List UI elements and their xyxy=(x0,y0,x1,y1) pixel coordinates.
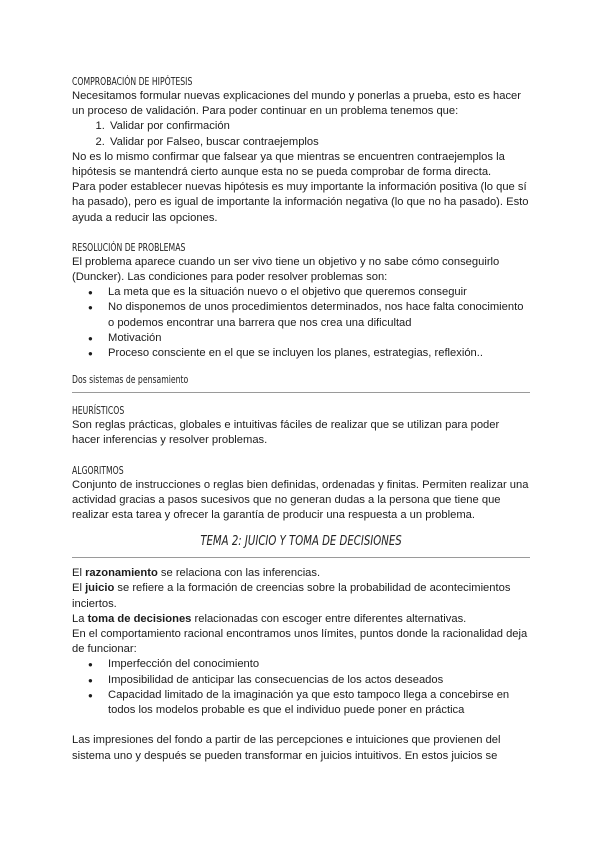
heading-algoritmos: ALGORITMOS xyxy=(72,463,124,477)
heading-dos-sistemas: Dos sistemas de pensamiento xyxy=(72,373,189,387)
paragraph-heuristicos: Son reglas prácticas, globales e intuitivas fáciles de realizar que se utilizan para poder hacer inferencias y resolver problemas. xyxy=(72,419,500,447)
conditions-list xyxy=(72,285,530,361)
validation-list xyxy=(72,119,530,149)
paragraph-intro-validacion: Necesitamos formular nuevas explicaciones del mundo y ponerlas a prueba, esto es hacer un proceso de validación. Para poder continuar en un problema tenemos que: xyxy=(72,90,521,118)
tema-title: TEMA 2: JUICIO Y TOMA DE DECISIONES xyxy=(200,534,402,550)
paragraph-toma-decisiones: La toma de decisiones relacionadas con escoger entre diferentes alternativas. xyxy=(72,612,467,625)
document-page xyxy=(72,74,530,764)
heading-heuristicos: HEURÍSTICOS xyxy=(72,404,125,418)
heading-resolucion: RESOLUCIÓN DE PROBLEMAS xyxy=(72,240,186,254)
list-item: ● Motivación xyxy=(108,331,530,346)
term-juicio: juicio xyxy=(85,582,115,595)
limits-list xyxy=(72,657,530,718)
list-item: 1. Validar por confirmación xyxy=(108,119,530,134)
paragraph-algoritmos: Conjunto de instrucciones o reglas bien definidas, ordenadas y finitas. Permiten realizar una actividad gracias a pasos sucesivos que no generan dudas a la persona que tiene que realizar esta tarea y ofrecer la garantía de producir una respuesta a un problema. xyxy=(72,478,529,522)
list-item: ● La meta que es la situación nuevo o el objetivo que queremos conseguir xyxy=(108,285,530,300)
list-item: ● Proceso consciente en el que se incluyen los planes, estrategias, reflexión.. xyxy=(108,346,530,361)
paragraph-razonamiento: El razonamiento se relaciona con las inferencias. xyxy=(72,567,321,580)
list-item: ● Imperfección del conocimiento xyxy=(108,657,530,672)
term-toma-de-decisiones: toma de decisiones xyxy=(87,612,192,625)
list-item: ● No disponemos de unos procedimientos determinados, nos hace falta conocimiento o podemos encontrar una barrera que nos crea una dificultad xyxy=(108,300,530,330)
paragraph-confirmar-falsear: No es lo mismo confirmar que falsear ya que mientras se encuentren contraejemplos la hipótesis se mantendrá cierto aunque esta no se pueda comprobar de forma directa. xyxy=(72,150,505,179)
heading-comprobacion: COMPROBACIÓN DE HIPÓTESIS xyxy=(72,75,193,88)
list-item: 2. Validar por Falseo, buscar contraejemplos xyxy=(108,135,530,150)
term-razonamiento: razonamiento xyxy=(85,567,158,580)
list-item: ● Imposibilidad de anticipar las consecuencias de los actos deseados xyxy=(108,673,530,688)
paragraph-limites: En el comportamiento racional encontramos unos límites, puntos donde la racionalidad deja de funcionar: xyxy=(72,628,528,656)
paragraph-juicio: El juicio se refiere a la formación de creencias sobre la probabilidad de acontecimientos inciertos. xyxy=(72,582,511,610)
list-item: ● Capacidad limitado de la imaginación ya que esto tampoco llega a concebirse en todos los modelos probable es que el individuo puede poner en práctica xyxy=(108,688,530,718)
paragraph-impresiones: Las impresiones del fondo a partir de las percepciones e intuiciones que provienen del sistema uno y después se pueden transformar en juicios intuitivos. En estos juicios se xyxy=(72,734,501,762)
paragraph-problema: El problema aparece cuando un ser vivo tiene un objetivo y no sabe cómo conseguirlo (Duncker). Las condiciones para poder resolver problemas son: xyxy=(72,255,500,284)
paragraph-hipotesis: Para poder establecer nuevas hipótesis es muy importante la información positiva (lo que sí ha pasado), pero es igual de importante la información negativa (lo que no ha pasado). Esto ayuda a reducir las opciones. xyxy=(72,181,529,224)
